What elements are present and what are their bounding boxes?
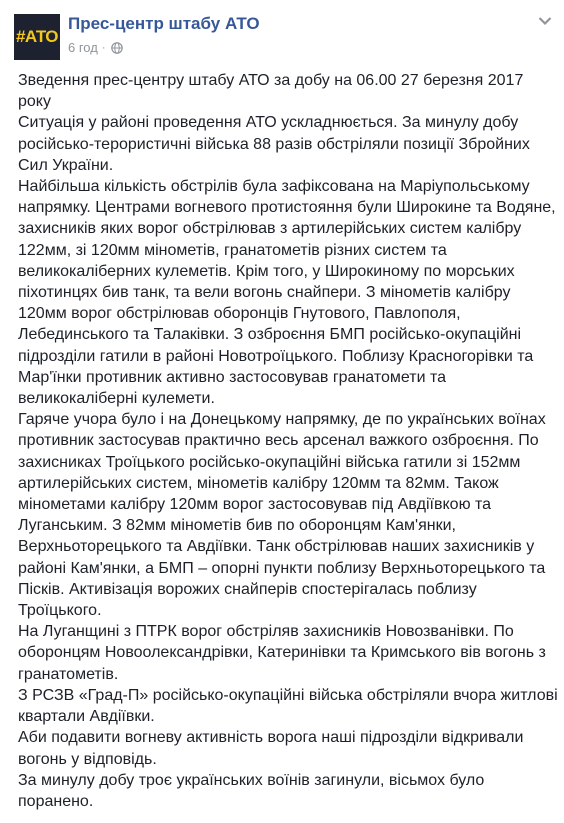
avatar-logo-text: #АТО bbox=[15, 27, 59, 46]
post-paragraph: На Луганщині з ПТРК ворог обстріляв захисників Новозванівки. По оборонцям Новоолександрівки, Катеринівки та Кримського вів вогонь з гранатометів. bbox=[18, 623, 546, 683]
post-paragraph: Зведення прес-центру штабу АТО за добу на 06.00 27 березня 2017 року bbox=[18, 72, 524, 111]
meta-separator: · bbox=[101, 41, 106, 54]
page-avatar[interactable] bbox=[14, 14, 60, 60]
chevron-down-icon[interactable] bbox=[538, 16, 552, 26]
post-paragraph: Ситуація у районі проведення АТО ускладнюється. За минулу добу російсько-терористичні війська 88 разів обстріляли позиції Збройних Сил України. bbox=[18, 114, 530, 174]
post-paragraph: З РСЗВ «Град-П» російсько-окупаційні війська обстріляли вчора житлові квартали Авдіївки. bbox=[18, 686, 558, 726]
post-body bbox=[18, 70, 558, 812]
post-paragraph: Аби подавити вогневу активність ворога наші підрозділи відкривали вогонь у відповідь. bbox=[18, 729, 524, 768]
globe-icon[interactable] bbox=[111, 42, 123, 54]
post-paragraph: Найбільша кількість обстрілів була зафіксована на Маріупольському напрямку. Центрами вогневого протистояння були Широкине та Водяне, захисників яких ворог обстрілював з артилерійських систем калібру 122мм, зі 120мм мінометів, гранатометів різних систем та великокаліберних кулеметів. Крім того, у Широкиному по морських піхотинцях бив танк, та вели вогонь снайпери. З мінометів калібру 120мм ворог обстрілював оборонців Гнутового, Павлополя, Лебединського та Талаківки. З озброєння БМП російсько-окупаційні підрозділи гатили в районі Новотроїцького. Поблизу Красногорівки та Мар'їнки противник активно застосовував гранатомети та великокаліберні кулемети. bbox=[18, 178, 556, 408]
post-timestamp[interactable]: 6 год bbox=[68, 40, 98, 55]
post-paragraph: Гаряче учора було і на Донецькому напрямку, де по українських воїнах противник застосував практично весь арсенал важкого озброєння. По захисниках Троїцького російсько-окупаційні війська гатили зі 152мм артилерійських систем, мінометів калібру 120мм та 82мм. Також мінометами калібру 120мм ворог застосовував під Авдіївкою та Луганським. З 82мм мінометів бив по оборонцям Кам'янки, Верхньоторецького та Авдіївки. Танк обстрілював наших захисників у районі Кам'янки, а БМП – опорні пункти поблизу Верхньоторецького та Пісків. Активізація ворожих снайперів спостерігалась поблизу Троїцького. bbox=[18, 411, 546, 620]
post-meta bbox=[68, 40, 123, 55]
page-name-link[interactable]: Прес-центр штабу АТО bbox=[68, 14, 260, 33]
post-paragraph: За минулу добу троє українських воїнів загинули, вісьмох було поранено. bbox=[18, 771, 485, 810]
